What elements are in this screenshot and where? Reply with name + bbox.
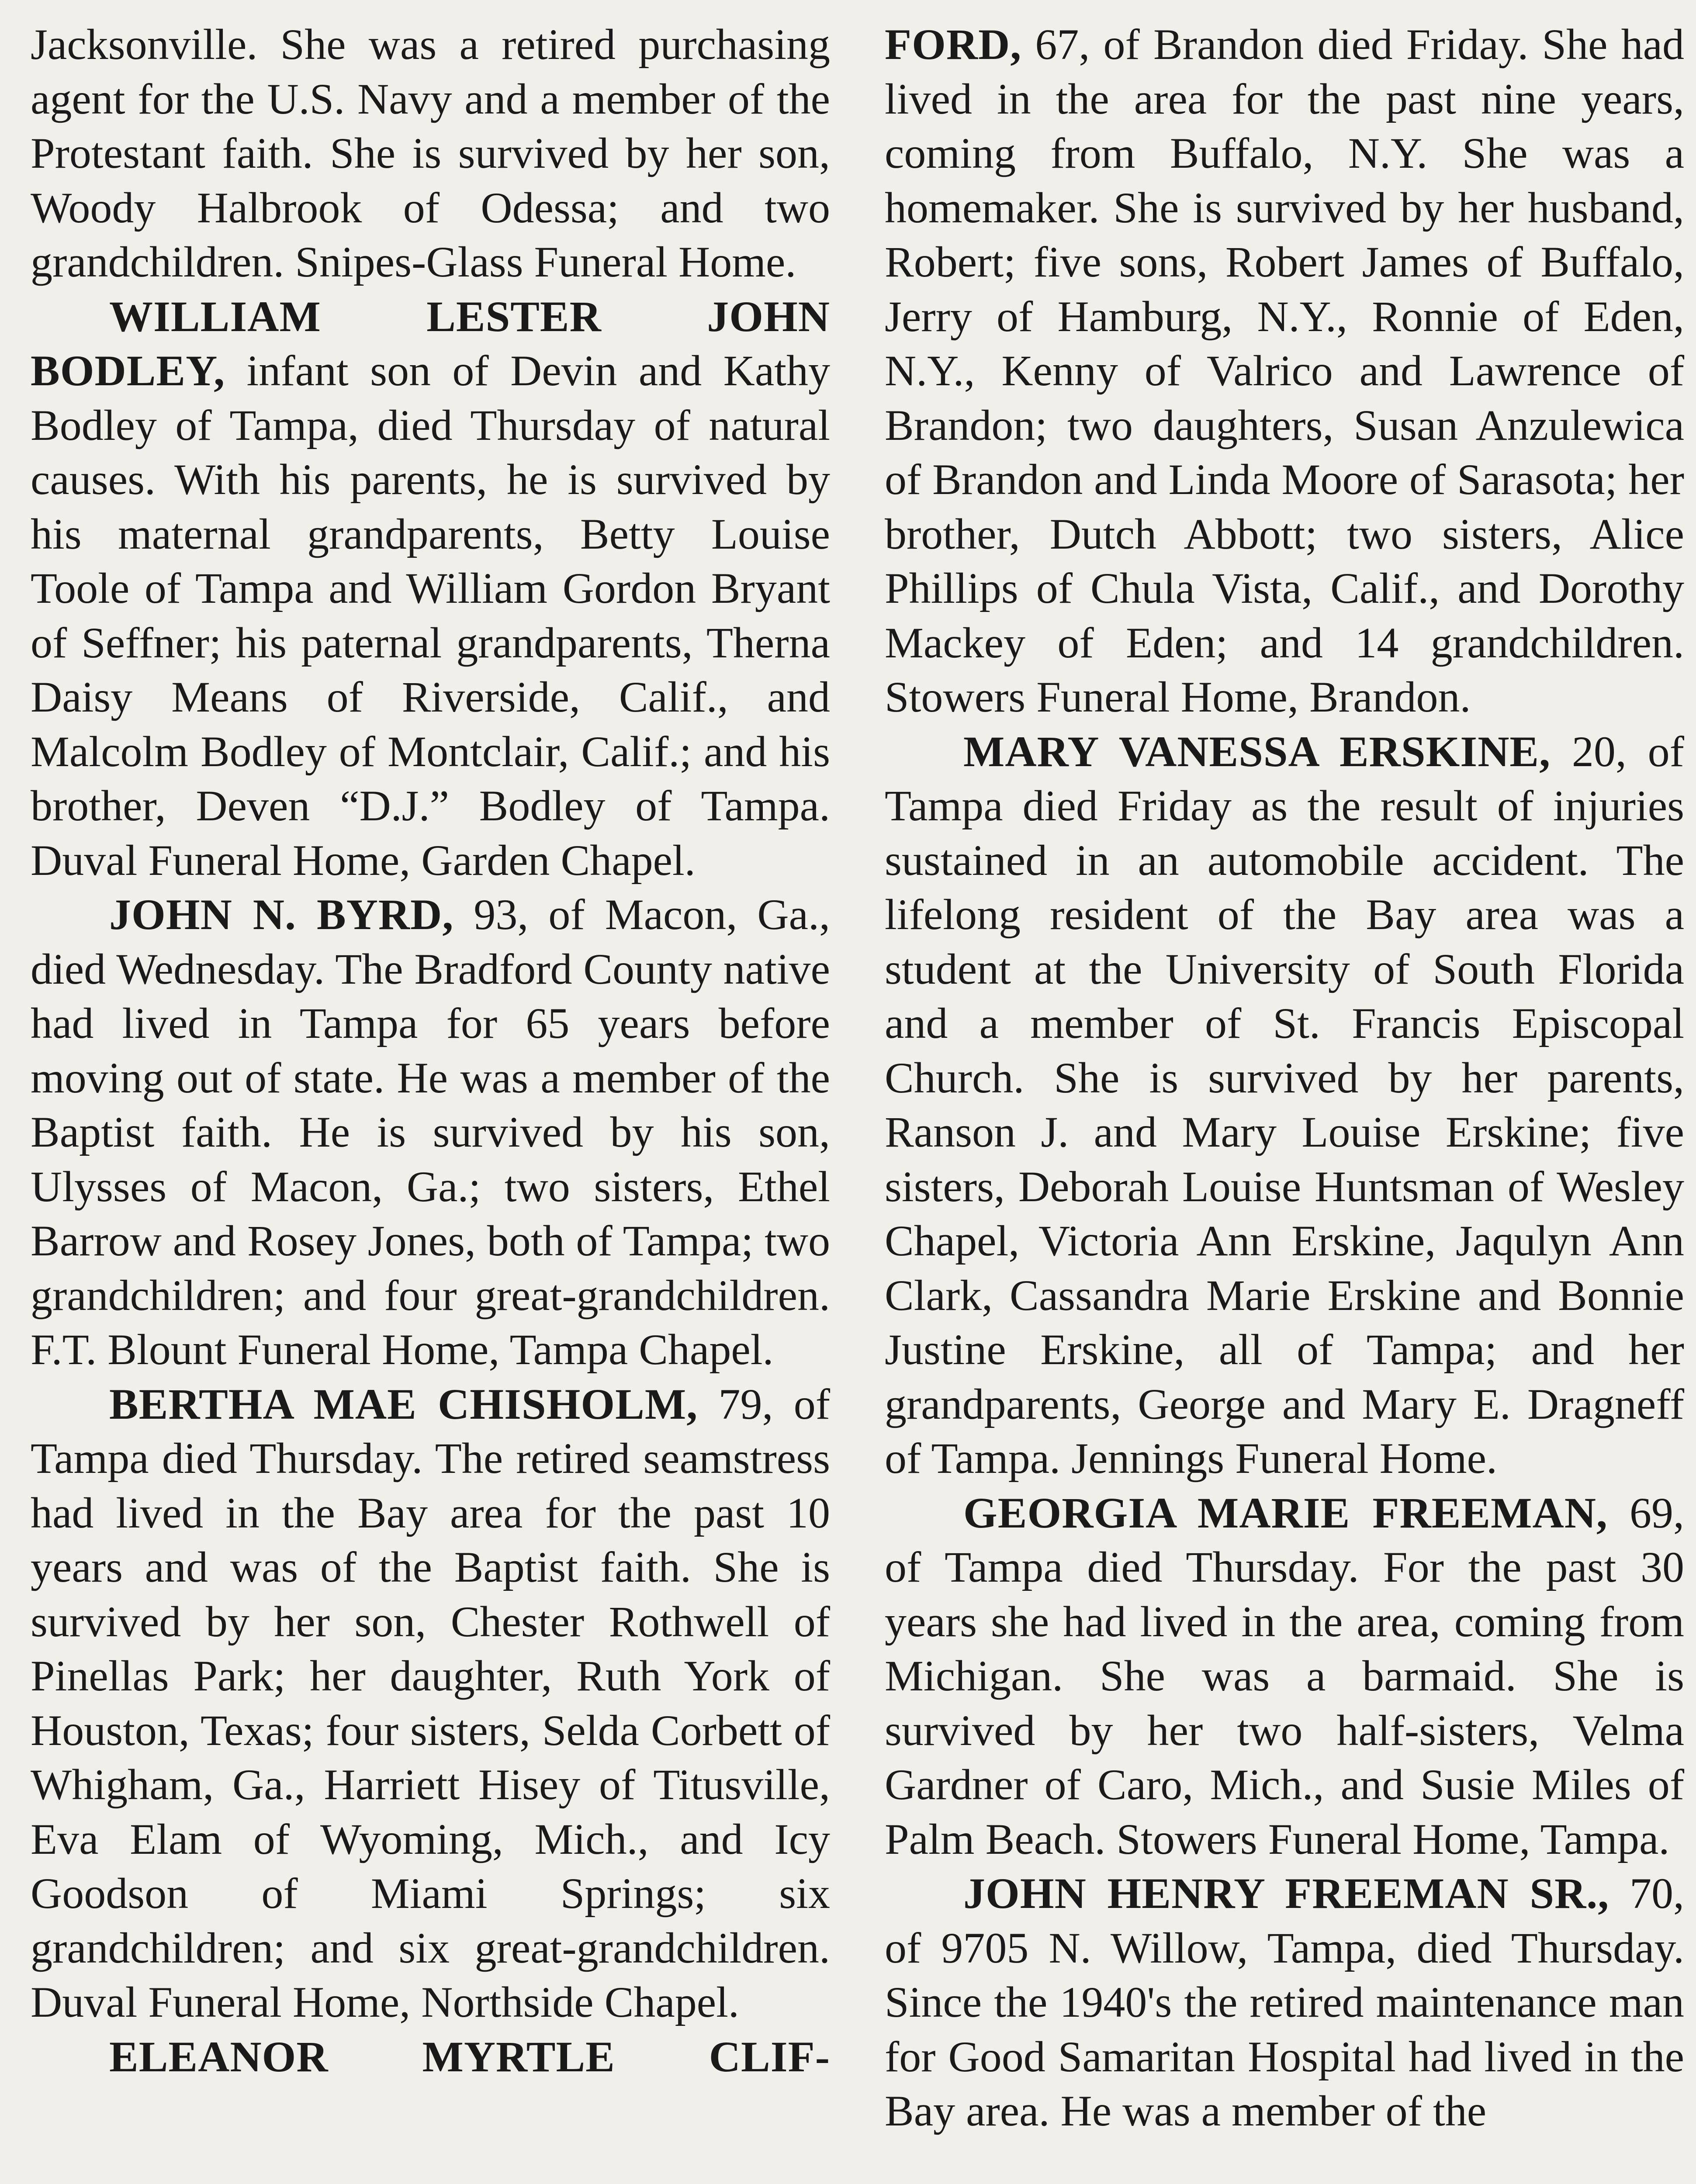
obituary-name: GEORGIA MARIE FREEMAN, xyxy=(963,1488,1608,1537)
obituary-name: ELEANOR MYRTLE CLIF- xyxy=(109,2032,830,2081)
obituary-paragraph xyxy=(31,888,830,1377)
obituary-name: MARY VANESSA ERSKINE, xyxy=(963,727,1551,776)
obituary-paragraph xyxy=(885,725,1684,1486)
obituary-text: 20, of Tampa died Friday as the result of injuries sustained in an automobile accident. The lifelong resident of the Bay area was a student at the University of South Florida and a member of St. Francis Episcopal Church. She is survived by her parents, Ranson J. and Mary Louise Erskine; five sisters, Deborah Louise Huntsman of Wesley Chapel, Victoria Ann Erskine, Jaqulyn Ann Clark, Cassandra Marie Erskine and Bonnie Justine Erskine, all of Tampa; and her grandparents, George and Mary E. Dragneff of Tampa. Jennings Funeral Home. xyxy=(885,727,1684,1482)
obituary-paragraph xyxy=(31,1377,830,2030)
obituary-text: 79, of Tampa died Thursday. The retired seamstress had lived in the Bay area for the past 10 years and was of the Baptist faith. She is survived by her son, Chester Rothwell of Pinellas Park; her daughter, Ruth York of Houston, Texas; four sisters, Selda Corbett of Whigham, Ga., Harriett Hisey of Titusville, Eva Elam of Wyoming, Mich., and Icy Goodson of Miami Springs; six grandchildren; and six great-grandchildren. Duval Funeral Home, Northside Chapel. xyxy=(31,1379,830,2026)
obituary-name: JOHN N. BYRD, xyxy=(109,890,454,939)
obituary-text: 69, of Tampa died Thursday. For the past 30 years she had lived in the area, coming from Michigan. She was a barmaid. She is survived by her two half-sisters, Velma Gardner of Caro, Mich., and Susie Miles of Palm Beach. Stowers Funeral Home, Tampa. xyxy=(885,1488,1684,1863)
obituary-paragraph xyxy=(885,1866,1684,2139)
obituary-text: 70, of 9705 N. Willow, Tampa, died Thursday. Since the 1940's the retired maintenance man for Good Samaritan Hospital had lived in the Bay area. He was a member of the xyxy=(885,1869,1685,2135)
obituary-name: FORD, xyxy=(885,20,1022,69)
obituary-name: BERTHA MAE CHISHOLM, xyxy=(109,1379,698,1428)
obituary-text: 67, of Brandon died Friday. She had lived in the area for the past nine years, coming from Buffalo, N.Y. She was a homemaker. She is survived by her husband, Robert; five sons, Robert James of Buffalo, Jerry of Hamburg, N.Y., Ronnie of Eden, N.Y., Kenny of Valrico and Lawrence of Brandon; two daughters, Susan Anzulewica of Brandon and Linda Moore of Sarasota; her brother, Dutch Abbott; two sisters, Alice Phillips of Chula Vista, Calif., and Dorothy Mackey of Eden; and 14 grandchildren. Stowers Funeral Home, Brandon. xyxy=(885,20,1684,721)
obituary-paragraph xyxy=(885,17,1684,725)
obituary-paragraph xyxy=(31,2030,830,2084)
obituary-name: JOHN HENRY FREEMAN SR., xyxy=(963,1869,1609,1918)
obituary-paragraph xyxy=(885,1486,1684,1867)
obituary-text: Jacksonville. She was a retired purchasing agent for the U.S. Navy and a member of the Protestant faith. She is survived by her son, Woody Halbrook of Odessa; and two grandchildren. Snipes-Glass Funeral Home. xyxy=(31,20,830,286)
obituary-paragraph xyxy=(31,17,830,290)
left-column xyxy=(31,17,830,2084)
right-column xyxy=(885,17,1684,2139)
obituary-text: 93, of Macon, Ga., died Wednesday. The Bradford County native had lived in Tampa for 65 years before moving out of state. He was a member of the Baptist faith. He is survived by his son, Ulysses of Macon, Ga.; two sisters, Ethel Barrow and Rosey Jones, both of Tampa; two grandchildren; and four great-grandchildren. F.T. Blount Funeral Home, Tampa Chapel. xyxy=(31,890,830,1374)
obituary-name: WILLIAM LESTER JOHN BODLEY, xyxy=(31,292,830,395)
obituary-paragraph xyxy=(31,290,830,888)
obituary-text: infant son of Devin and Kathy Bodley of Tampa, died Thursday of natural causes. With his parents, he is survived by his maternal grandparents, Betty Louise Toole of Tampa and William Gordon Bryant of Seffner; his paternal grandparents, Therna Daisy Means of Riverside, Calif., and Malcolm Bodley of Montclair, Calif.; and his brother, Deven “D.J.” Bodley of Tampa. Duval Funeral Home, Garden Chapel. xyxy=(31,346,830,885)
